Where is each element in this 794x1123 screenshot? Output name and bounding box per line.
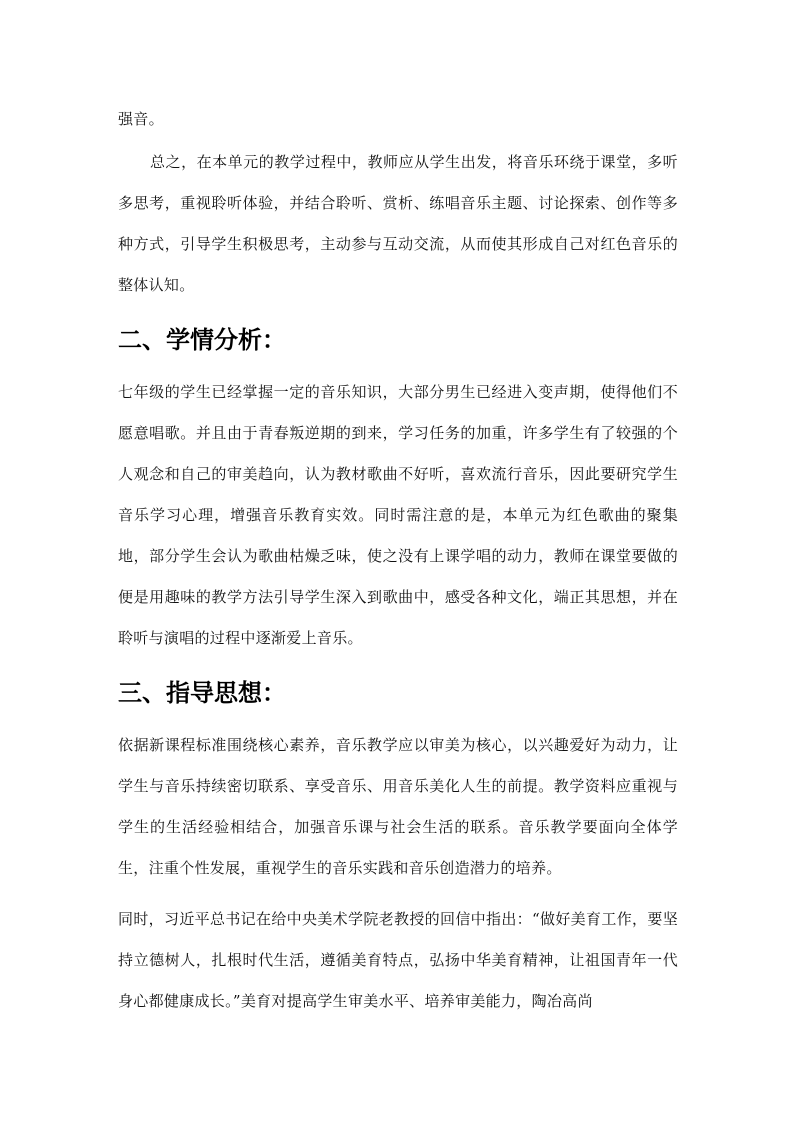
section-heading-guiding-thought: 三、指导思想： — [118, 679, 286, 707]
learning-analysis-paragraph: 七年级的学生已经掌握一定的音乐知识，大部分男生已经进入变声期，使得他们不愿意唱歌。并且由于青春叛逆期的到来，学习任务的加重，许多学生有了较强的个人观念和自己的审美趋向，认为教材歌曲不好听，喜欢流行音乐，因此要研究学生音乐学习心理，增强音乐教育实效。同时需注意的是，本单元为红色歌曲的聚集地，部分学生会认为歌曲枯燥乏味，使之没有上课学唱的动力，教师在课堂要做的便是用趣味的教学方法引导学生深入到歌曲中，感受各种文化，端正其思想，并在聆听与演唱的过程中逐渐爱上音乐。 — [118, 383, 678, 647]
intro-paragraph: 强音。 — [118, 110, 164, 128]
document-body — [118, 104, 678, 1022]
guiding-thought-paragraph-1: 依据新课程标准围绕核心素养，音乐教学应以审美为核心，以兴趣爱好为动力，让学生与音乐持续密切联系、享受音乐、用音乐美化人生的前提。教学资料应重视与学生的生活经验相结合，加强音乐课与社会生活的联系。音乐教学要面向全体学生，注重个性发展，重视学生的音乐实践和音乐创造潜力的培养。 — [118, 736, 678, 877]
section-heading-learning-analysis: 二、学情分析： — [118, 326, 286, 354]
conclusion-paragraph: 总之，在本单元的教学过程中，教师应从学生出发，将音乐环绕于课堂，多听多思考，重视聆听体验，并结合聆听、赏析、练唱音乐主题、讨论探索、创作等多种方式，引导学生积极思考，主动参与互动交流，从而使其形成自己对红色音乐的整体认知。 — [118, 153, 678, 294]
guiding-thought-paragraph-2: 同时，习近平总书记在给中央美术学院老教授的回信中指出：“做好美育工作，要坚持立德树人，扎根时代生活，遵循美育特点，弘扬中华美育精神，让祖国青年一代身心都健康成长。”美育对提高学生审美水平、培养审美能力，陶冶高尚 — [118, 910, 678, 1010]
